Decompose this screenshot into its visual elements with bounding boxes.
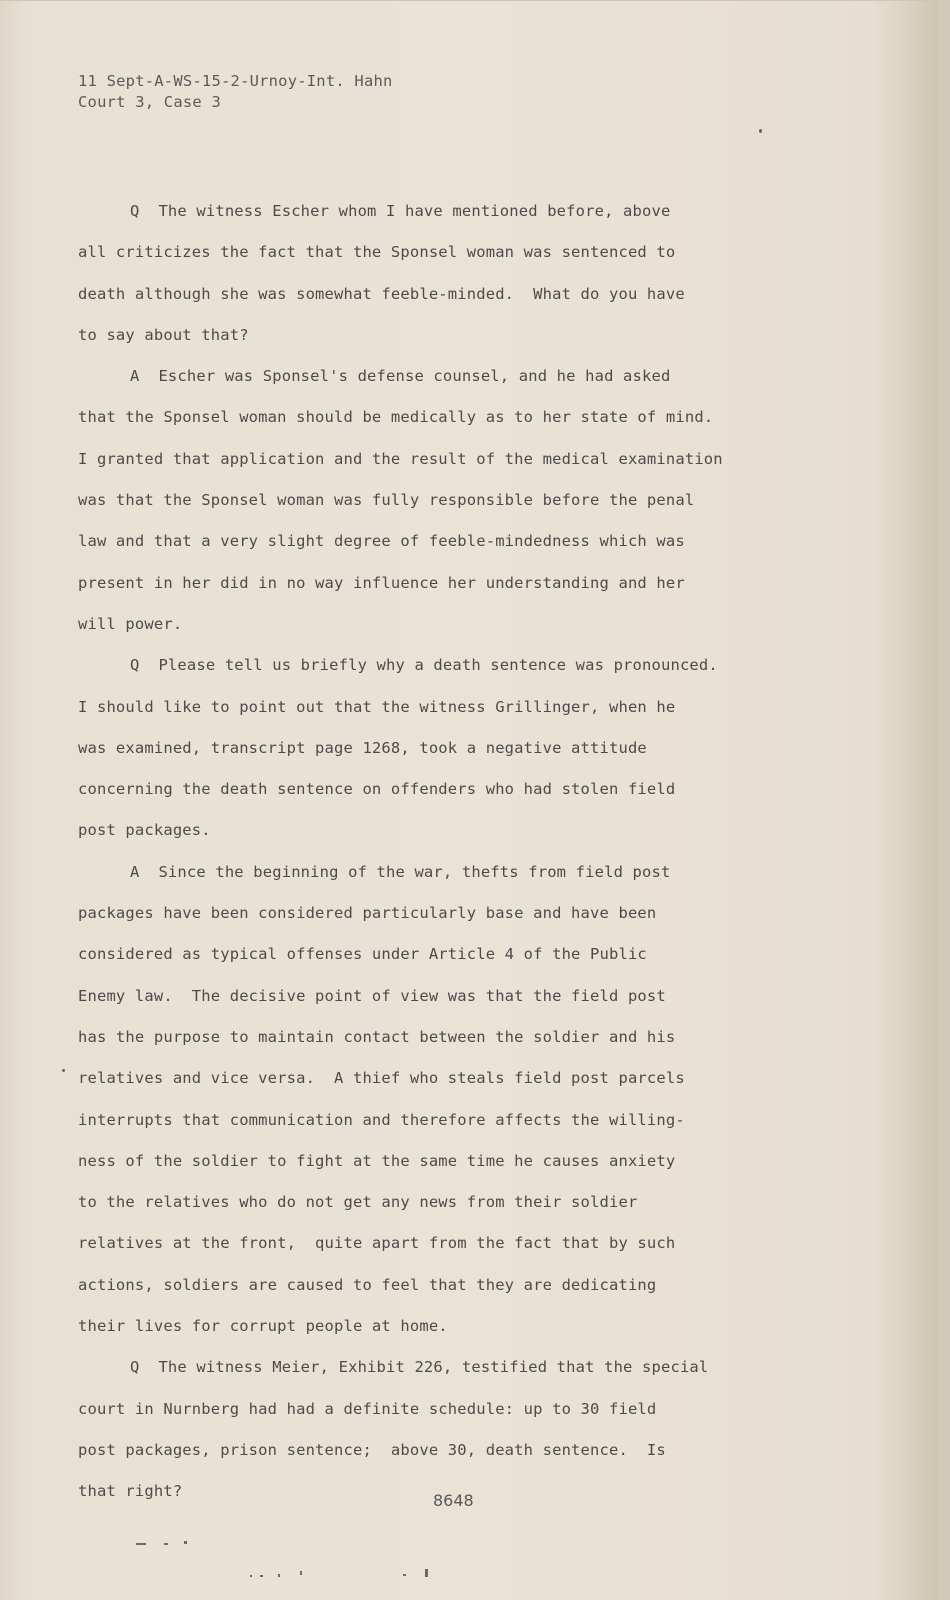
- transcript-line: has the purpose to maintain contact between the soldier and his: [78, 1027, 676, 1046]
- transcript-line: their lives for corrupt people at home.: [78, 1317, 448, 1336]
- transcript-line: ness of the soldier to fight at the same time he causes anxiety: [78, 1151, 676, 1170]
- transcript-line: Enemy law. The decisive point of view was that the field post: [78, 986, 666, 1005]
- transcript-line: I should like to point out that the witness Grillinger, when he: [78, 697, 676, 716]
- transcript-line: to say about that?: [78, 325, 249, 344]
- transcript-line: actions, soldiers are caused to feel that they are dedicating: [78, 1275, 657, 1294]
- transcript-line: that right?: [78, 1482, 183, 1501]
- transcript-line: court in Nurnberg had had a definite schedule: up to 30 field: [78, 1399, 657, 1418]
- transcript-line: to the relatives who do not get any news from their soldier: [78, 1193, 638, 1212]
- transcript-line: relatives and vice versa. A thief who steals field post parcels: [78, 1069, 685, 1088]
- transcript-line: Q The witness Meier, Exhibit 226, testified that the special: [130, 1358, 709, 1377]
- page-number: 8648: [433, 1491, 474, 1510]
- transcript-body: [78, 191, 798, 1513]
- transcript-line: I granted that application and the result of the medical examination: [78, 449, 723, 468]
- transcript-line: was that the Sponsel woman was fully responsible before the penal: [78, 491, 695, 510]
- transcript-line: post packages, prison sentence; above 30, death sentence. Is: [78, 1440, 666, 1459]
- transcript-line: A Since the beginning of the war, thefts from field post: [130, 862, 671, 881]
- scan-marks: [120, 1541, 440, 1591]
- document-header: [78, 71, 393, 113]
- transcript-line: A Escher was Sponsel's defense counsel, and he had asked: [130, 367, 671, 386]
- transcript-line: that the Sponsel woman should be medically as to her state of mind.: [78, 408, 714, 427]
- transcript-line: law and that a very slight degree of feeble-mindedness which was: [78, 532, 685, 551]
- header-reference-line: 11 Sept-A-WS-15-2-Urnoy-Int. Hahn: [78, 72, 393, 90]
- transcript-line: relatives at the front, quite apart from the fact that by such: [78, 1234, 676, 1253]
- transcript-line: considered as typical offenses under Article 4 of the Public: [78, 945, 647, 964]
- transcript-line: Q Please tell us briefly why a death sentence was pronounced.: [130, 656, 718, 675]
- scan-speck: [62, 1069, 65, 1072]
- scan-speck: [759, 129, 762, 133]
- transcript-line: death although she was somewhat feeble-minded. What do you have: [78, 284, 685, 303]
- transcript-line: present in her did in no way influence her understanding and her: [78, 573, 685, 592]
- transcript-line: all criticizes the fact that the Sponsel woman was sentenced to: [78, 243, 676, 262]
- transcript-line: concerning the death sentence on offenders who had stolen field: [78, 780, 676, 799]
- transcript-line: packages have been considered particularly base and have been: [78, 904, 657, 923]
- transcript-line: post packages.: [78, 821, 211, 840]
- transcript-line: Q The witness Escher whom I have mentioned before, above: [130, 202, 671, 220]
- transcript-line: interrupts that communication and therefore affects the willing-: [78, 1110, 685, 1129]
- header-court-line: Court 3, Case 3: [78, 93, 221, 111]
- transcript-line: was examined, transcript page 1268, took a negative attitude: [78, 738, 647, 757]
- transcript-line: will power.: [78, 614, 183, 633]
